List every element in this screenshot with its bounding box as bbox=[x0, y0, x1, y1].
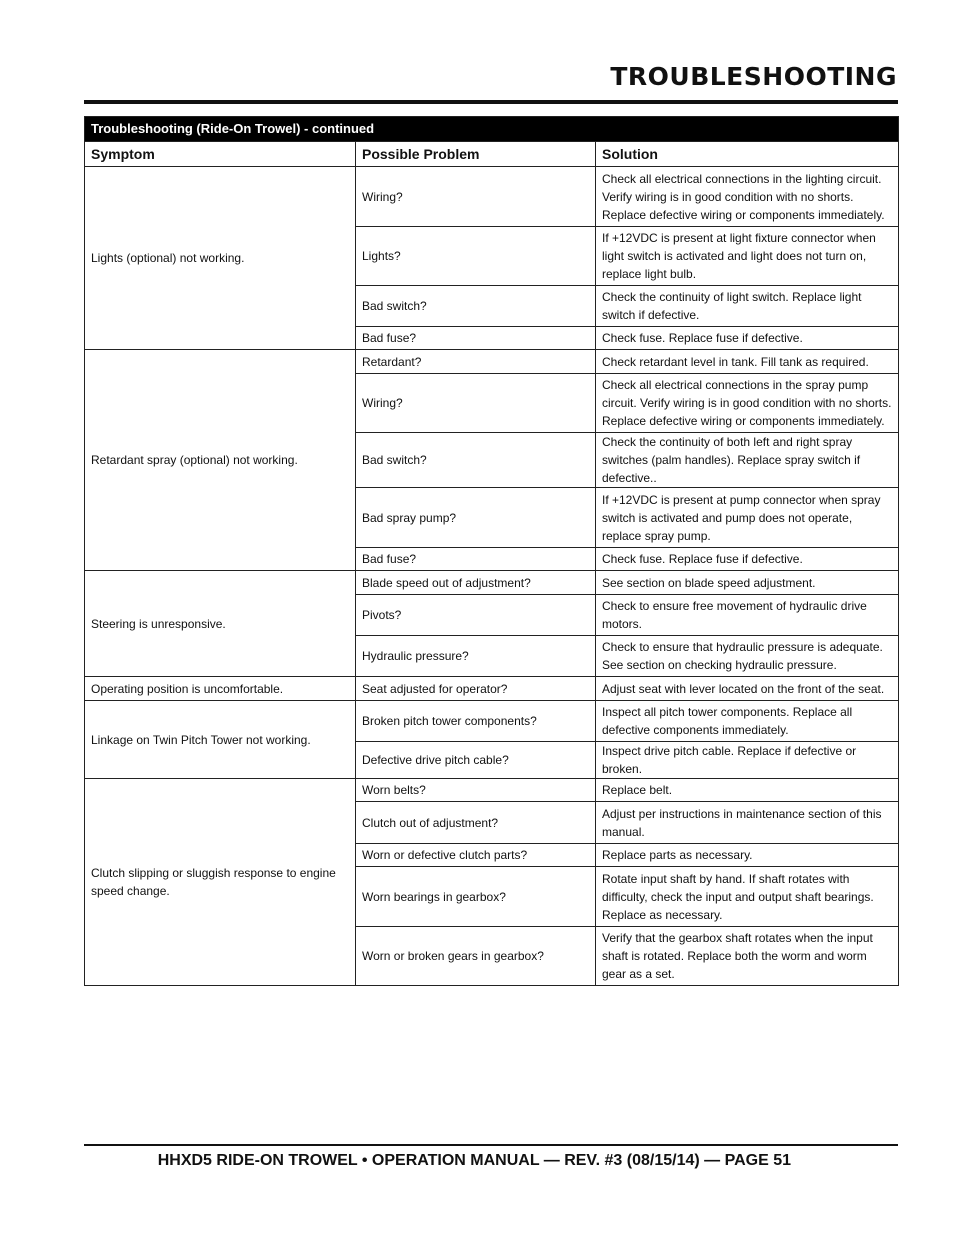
solution-cell: Adjust per instructions in maintenance section of this manual. bbox=[596, 802, 899, 844]
solution-cell: Check all electrical connections in the spray pump circuit. Verify wiring is in good condition with no shorts. Replace defective wiring or components immediately. bbox=[596, 374, 899, 433]
possible-problem-cell: Broken pitch tower components? bbox=[356, 701, 596, 742]
possible-problem-cell: Defective drive pitch cable? bbox=[356, 742, 596, 779]
symptom-cell: Operating position is uncomfortable. bbox=[85, 677, 356, 701]
solution-cell: Inspect drive pitch cable. Replace if defective or broken. bbox=[596, 742, 899, 779]
solution-cell: Check fuse. Replace fuse if defective. bbox=[596, 327, 899, 350]
column-header-possible-problem: Possible Problem bbox=[356, 142, 596, 167]
column-header-row bbox=[85, 142, 899, 167]
possible-problem-cell: Pivots? bbox=[356, 595, 596, 636]
solution-cell: Verify that the gearbox shaft rotates when the input shaft is rotated. Replace both the worm and worm gear as a set. bbox=[596, 927, 899, 986]
solution-cell: Replace parts as necessary. bbox=[596, 844, 899, 867]
table-body bbox=[85, 167, 899, 986]
table-row bbox=[85, 677, 899, 701]
solution-cell: Rotate input shaft by hand. If shaft rotates with difficulty, check the input and output shaft bearings. Replace as necessary. bbox=[596, 867, 899, 927]
symptom-cell: Retardant spray (optional) not working. bbox=[85, 350, 356, 571]
possible-problem-cell: Bad switch? bbox=[356, 286, 596, 327]
possible-problem-cell: Clutch out of adjustment? bbox=[356, 802, 596, 844]
possible-problem-cell: Seat adjusted for operator? bbox=[356, 677, 596, 701]
possible-problem-cell: Bad fuse? bbox=[356, 327, 596, 350]
possible-problem-cell: Worn bearings in gearbox? bbox=[356, 867, 596, 927]
possible-problem-cell: Worn or broken gears in gearbox? bbox=[356, 927, 596, 986]
solution-cell: Check the continuity of light switch. Replace light switch if defective. bbox=[596, 286, 899, 327]
solution-cell: Check fuse. Replace fuse if defective. bbox=[596, 548, 899, 571]
title-rule bbox=[84, 100, 898, 104]
possible-problem-cell: Bad switch? bbox=[356, 433, 596, 488]
possible-problem-cell: Bad spray pump? bbox=[356, 488, 596, 548]
table-row bbox=[85, 779, 899, 802]
possible-problem-cell: Retardant? bbox=[356, 350, 596, 374]
table-row bbox=[85, 701, 899, 742]
possible-problem-cell: Lights? bbox=[356, 227, 596, 286]
column-header-solution: Solution bbox=[596, 142, 899, 167]
solution-cell: Check retardant level in tank. Fill tank as required. bbox=[596, 350, 899, 374]
symptom-cell: Linkage on Twin Pitch Tower not working. bbox=[85, 701, 356, 779]
possible-problem-cell: Worn belts? bbox=[356, 779, 596, 802]
solution-cell: Replace belt. bbox=[596, 779, 899, 802]
possible-problem-cell: Blade speed out of adjustment? bbox=[356, 571, 596, 595]
symptom-cell: Steering is unresponsive. bbox=[85, 571, 356, 677]
possible-problem-cell: Hydraulic pressure? bbox=[356, 636, 596, 677]
possible-problem-cell: Worn or defective clutch parts? bbox=[356, 844, 596, 867]
column-header-symptom: Symptom bbox=[85, 142, 356, 167]
table-row bbox=[85, 571, 899, 595]
symptom-cell: Lights (optional) not working. bbox=[85, 167, 356, 350]
table-row bbox=[85, 167, 899, 227]
solution-cell: See section on blade speed adjustment. bbox=[596, 571, 899, 595]
solution-cell: Adjust seat with lever located on the front of the seat. bbox=[596, 677, 899, 701]
footer-text: HHXD5 RIDE-ON TROWEL • OPERATION MANUAL — REV. #3 (08/15/14) — PAGE 51 bbox=[157, 1152, 791, 1169]
possible-problem-cell: Bad fuse? bbox=[356, 548, 596, 571]
table-caption-row bbox=[85, 117, 899, 142]
solution-cell: Check all electrical connections in the lighting circuit. Verify wiring is in good condition with no shorts. Replace defective wiring or components immediately. bbox=[596, 167, 899, 227]
table-row bbox=[85, 350, 899, 374]
solution-cell: If +12VDC is present at light fixture connector when light switch is activated and light does not turn on, replace light bulb. bbox=[596, 227, 899, 286]
solution-cell: Check to ensure that hydraulic pressure is adequate. See section on checking hydraulic pressure. bbox=[596, 636, 899, 677]
symptom-cell: Clutch slipping or sluggish response to engine speed change. bbox=[85, 779, 356, 986]
table-caption: Troubleshooting (Ride-On Trowel) - continued bbox=[85, 117, 899, 142]
footer-rule bbox=[84, 1144, 898, 1146]
solution-cell: Inspect all pitch tower components. Replace all defective components immediately. bbox=[596, 701, 899, 742]
solution-cell: Check to ensure free movement of hydraulic drive motors. bbox=[596, 595, 899, 636]
troubleshooting-table bbox=[84, 116, 899, 986]
page-title: TROUBLESHOOTING bbox=[610, 62, 897, 91]
possible-problem-cell: Wiring? bbox=[356, 374, 596, 433]
solution-cell: Check the continuity of both left and right spray switches (palm handles). Replace spray switch if defective.. bbox=[596, 433, 899, 488]
possible-problem-cell: Wiring? bbox=[356, 167, 596, 227]
solution-cell: If +12VDC is present at pump connector when spray switch is activated and pump does not operate, replace spray pump. bbox=[596, 488, 899, 548]
